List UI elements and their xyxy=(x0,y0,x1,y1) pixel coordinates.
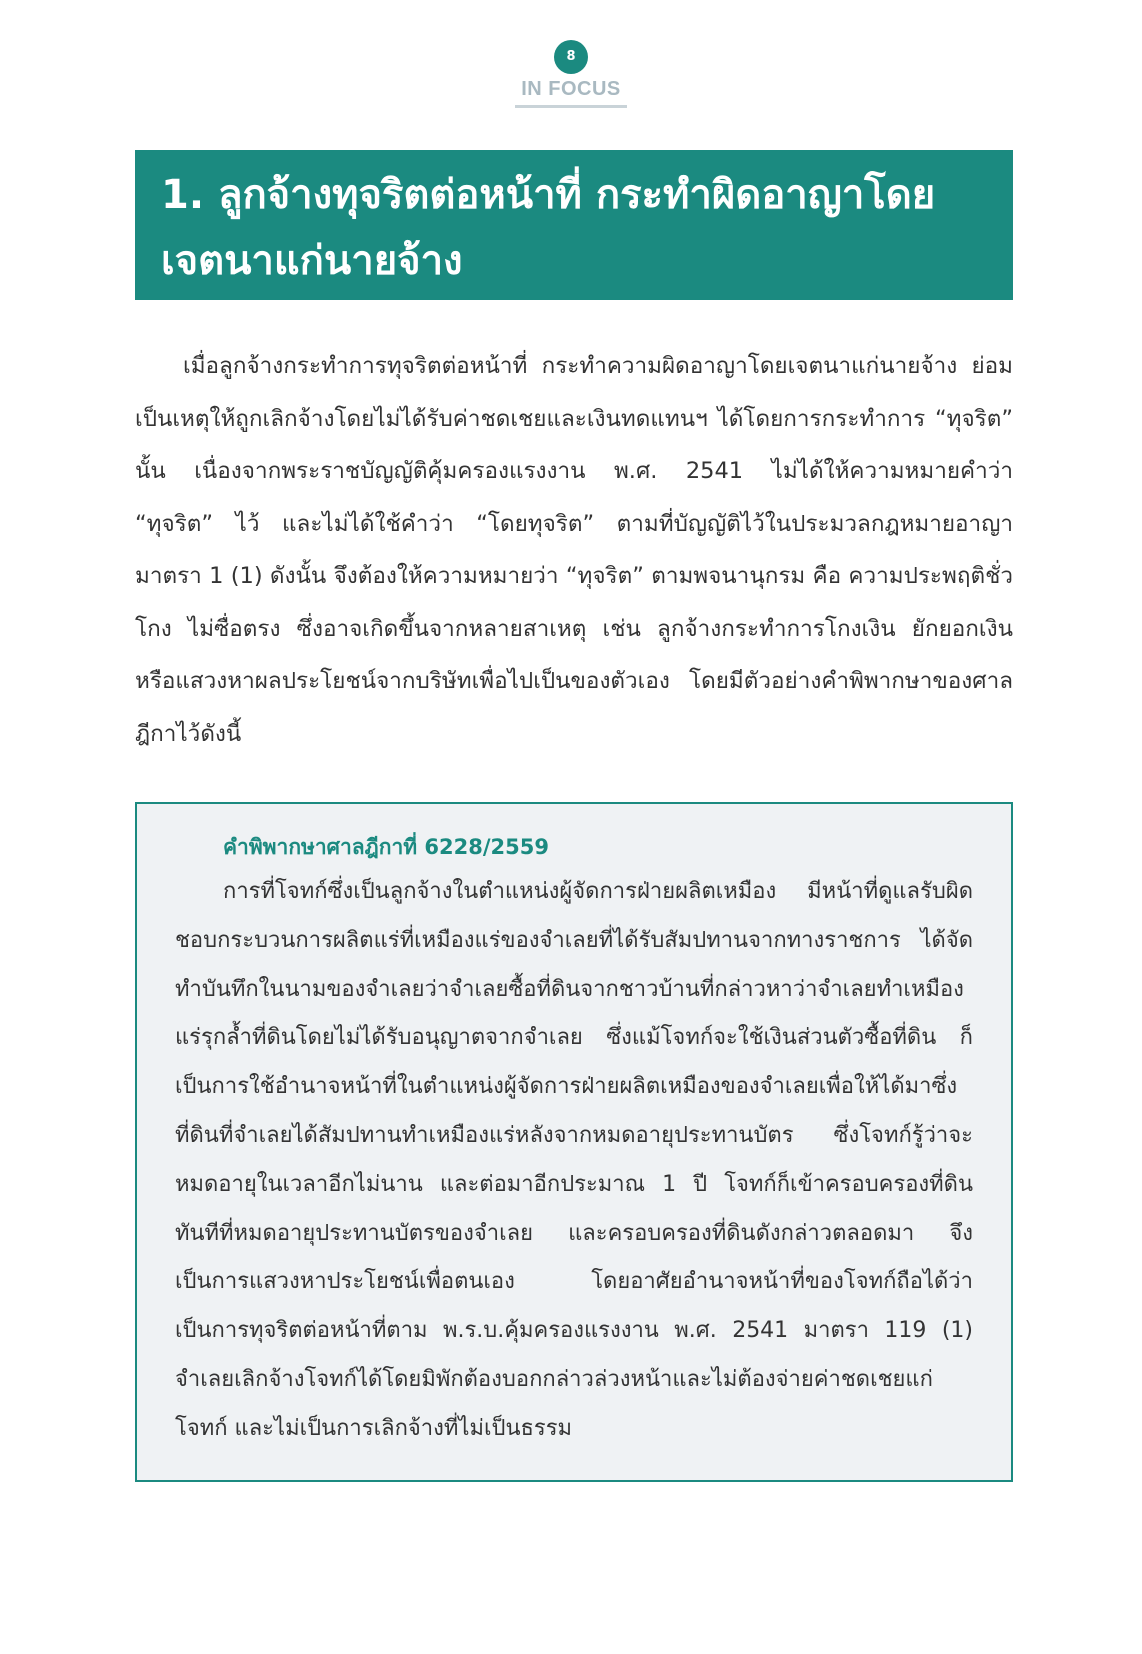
section-title: 1. ลูกจ้างทุจริตต่อหน้าที่ กระทำผิดอาญาโดยเจตนาแก่นายจ้าง xyxy=(135,150,1013,300)
case-text: การที่โจทก์ซึ่งเป็นลูกจ้างในตำแหน่งผู้จัดการฝ่ายผลิตเหมือง มีหน้าที่ดูแลรับผิดชอบกระบวนการผลิตแร่ที่เหมืองแร่ของจำเลยที่ได้รับสัมปทานจากทางราชการ ได้จัดทำบันทึกในนามของจำเลยว่าจำเลยซื้อที่ดินจากชาวบ้านที่กล่าวหาว่าจำเลยทำเหมืองแร่รุกล้ำที่ดินโดยไม่ได้รับอนุญาตจากจำเลย ซึ่งแม้โจทก์จะใช้เงินส่วนตัวซื้อที่ดิน ก็เป็นการใช้อำนาจหน้าที่ในตำแหน่งผู้จัดการฝ่ายผลิตเหมืองของจำเลยเพื่อให้ได้มาซึ่งที่ดินที่จำเลยได้สัมปทานทำเหมืองแร่หลังจากหมดอายุประทานบัตร ซึ่งโจทก์รู้ว่าจะหมดอายุในเวลาอีกไม่นาน และต่อมาอีกประมาณ 1 ปี โจทก์ก็เข้าครอบครองที่ดินทันทีที่หมดอายุประทานบัตรของจำเลย และครอบครองที่ดินดังกล่าวตลอดมา จึงเป็นการแสวงหาประโยชน์เพื่อตนเอง โดยอาศัยอำนาจหน้าที่ของโจทก์ถือได้ว่าเป็นการทุจริตต่อหน้าที่ตาม พ.ร.บ.คุ้มครองแรงงาน พ.ศ. 2541 มาตรา 119 (1) จำเลยเลิกจ้างโจทก์ได้โดยมิพักต้องบอกกล่าวล่วงหน้าและไม่ต้องจ่ายค่าชดเชยแก่โจทก์ และไม่เป็นการเลิกจ้างที่ไม่เป็นธรรม xyxy=(175,879,973,1441)
case-title: คำพิพากษาศาลฎีกาที่ 6228/2559 xyxy=(223,835,549,859)
section-label: IN FOCUS xyxy=(515,78,627,108)
page-number-badge: 8 xyxy=(554,40,588,74)
page-header xyxy=(0,40,1142,108)
body-paragraph: เมื่อลูกจ้างกระทำการทุจริตต่อหน้าที่ กระทำความผิดอาญาโดยเจตนาแก่นายจ้าง ย่อมเป็นเหตุให้ถูกเลิกจ้างโดยไม่ได้รับค่าชดเชยและเงินทดแทนฯ ได้โดยการกระทำการ “ทุจริต” นั้น เนื่องจากพระราชบัญญัติคุ้มครองแรงงาน พ.ศ. 2541 ไม่ได้ให้ความหมายคำว่า “ทุจริต” ไว้ และไม่ได้ใช้คำว่า “โดยทุจริต” ตามที่บัญญัติไว้ในประมวลกฎหมายอาญา มาตรา 1 (1) ดังนั้น จึงต้องให้ความหมายว่า “ทุจริต” ตามพจนานุกรม คือ ความประพฤติชั่วโกง ไม่ซื่อตรง ซึ่งอาจเกิดขึ้นจากหลายสาเหตุ เช่น ลูกจ้างกระทำการโกงเงิน ยักยอกเงิน หรือแสวงหาผลประโยชน์จากบริษัทเพื่อไปเป็นของตัวเอง โดยมีตัวอย่างคำพิพากษาของศาลฎีกาไว้ดังนี้ xyxy=(135,353,1013,747)
case-box xyxy=(135,802,1013,1482)
body-text xyxy=(135,340,1013,760)
